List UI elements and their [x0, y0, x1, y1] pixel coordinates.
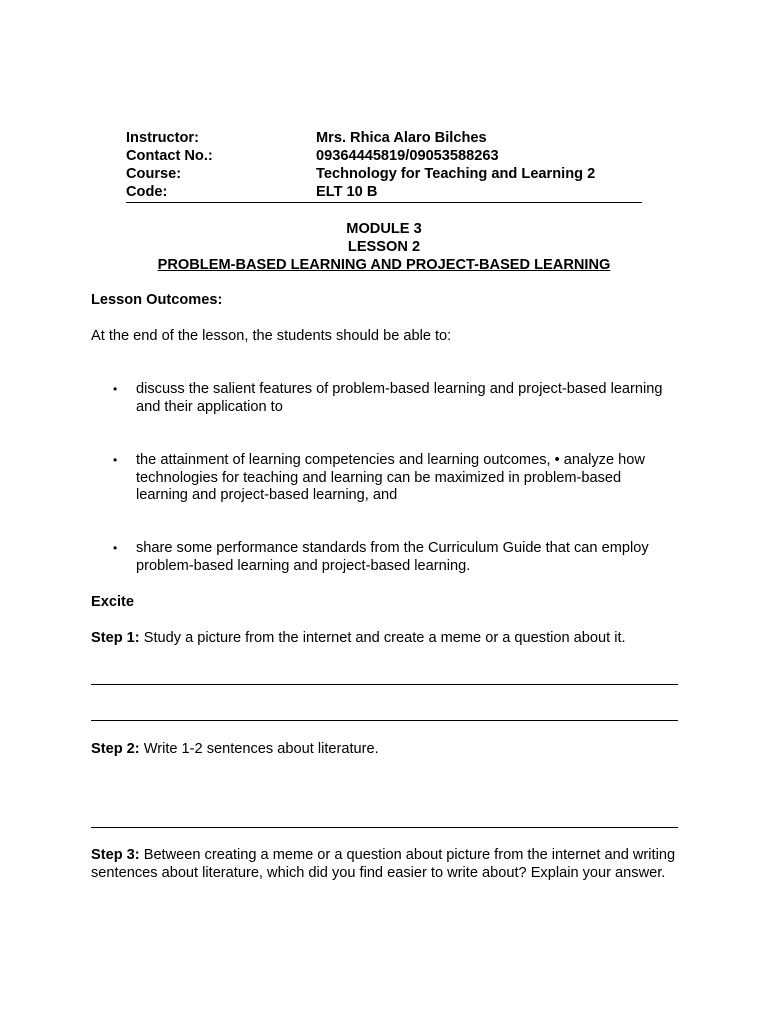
code-row [126, 183, 642, 201]
outcomes-intro: At the end of the lesson, the students should be able to: [91, 328, 452, 344]
instructor-value: Mrs. Rhica Alaro Bilches [316, 130, 487, 146]
step-3 [91, 847, 686, 882]
course-label: Course: [126, 166, 182, 182]
excite-heading: Excite [91, 594, 134, 610]
bullet-icon: • [113, 453, 118, 467]
contact-value: 09364445819/09053588263 [316, 148, 499, 164]
step-1-label: Step 1: [91, 630, 140, 646]
contact-row [126, 147, 642, 165]
answer-line[interactable] [91, 720, 678, 721]
step-2-text: Write 1-2 sentences about literature. [139, 741, 379, 757]
outcome-text: share some performance standards from the Curriculum Guide that can employ problem-based learning and project-based learning. [136, 540, 649, 574]
outcomes-heading: Lesson Outcomes: [91, 292, 223, 308]
instructor-label: Instructor: [126, 130, 199, 146]
step-2 [91, 741, 691, 759]
course-value: Technology for Teaching and Learning 2 [316, 166, 596, 182]
lesson-titles [0, 220, 768, 274]
contact-label: Contact No.: [126, 148, 213, 164]
lesson-title: LESSON 2 [347, 239, 421, 255]
step-3-text: Between creating a meme or a question about picture from the internet and writing sentences about literature, which did you find easier to write about? Explain your answer. [91, 847, 676, 881]
outcome-item [113, 452, 673, 505]
outcome-text: discuss the salient features of problem-based learning and project-based learning and their application to [136, 381, 663, 415]
course-row [126, 165, 642, 183]
step-2-label: Step 2: [91, 741, 140, 757]
course-info-header [126, 129, 642, 203]
outcome-item [113, 381, 673, 416]
outcome-item [113, 540, 673, 575]
instructor-row [126, 129, 642, 147]
answer-line[interactable] [91, 827, 678, 828]
outcome-text: the attainment of learning competencies and learning outcomes, • analyze how technologies for teaching and learning can be maximized in problem-based learning and project-based learning, and [136, 452, 645, 503]
bullet-icon: • [113, 382, 118, 396]
step-3-label: Step 3: [91, 847, 140, 863]
code-value: ELT 10 B [316, 184, 378, 200]
code-label: Code: [126, 184, 168, 200]
topic-title: PROBLEM-BASED LEARNING AND PROJECT-BASED LEARNING [157, 257, 611, 273]
answer-line[interactable] [91, 684, 678, 685]
step-1 [91, 630, 691, 648]
step-1-text: Study a picture from the internet and create a meme or a question about it. [139, 630, 626, 646]
bullet-icon: • [113, 541, 118, 555]
module-title: MODULE 3 [346, 221, 422, 237]
